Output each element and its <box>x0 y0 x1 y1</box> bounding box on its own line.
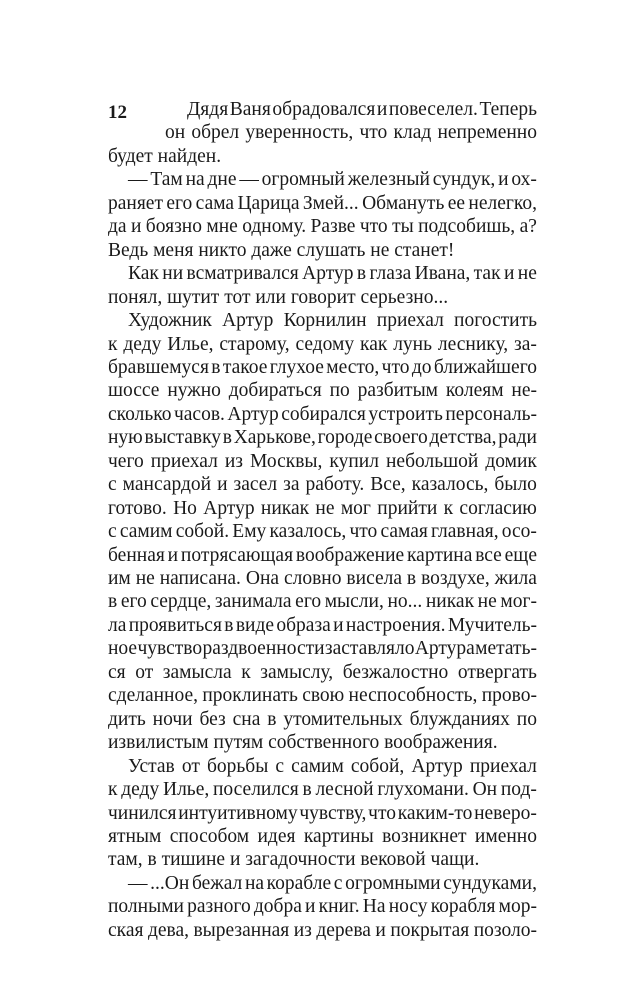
text-line: Дядя Ваня обрадовался и повеселел. Теперь <box>187 99 537 120</box>
text-line: — Там на дне — огромный железный сундук, и ох- <box>128 169 537 191</box>
text-line: полными разного добра и книг. На носу корабля мор- <box>108 896 537 918</box>
text-line: ную выставку в Харькове, городе своего детства, ради <box>108 427 537 449</box>
text-line: шоссе нужно добираться по разбитым колеям не- <box>108 380 537 402</box>
page-number: 12 <box>108 102 127 123</box>
text-line: ное чувство раздвоенности заставляло Артура метать- <box>108 638 537 660</box>
text-line: чинился интуитивному чувству, что каким-то неверо- <box>108 802 537 824</box>
text-line: сколько часов. Артур собирался устроить персональ- <box>108 403 537 425</box>
text-line: Художник Артур Корнилин приехал погостить <box>128 310 537 332</box>
text-line: в его сердце, занимала его мысли, но... никак не мог- <box>108 591 537 613</box>
text-line: к деду Илье, поселился в лесной глухомани. Он под- <box>108 779 537 801</box>
text-line: он обрел уверенность, что клад непременно <box>165 122 537 144</box>
text-line: ла проявиться в виде образа и настроения. Мучитель- <box>108 614 537 636</box>
text-line: ся от замысла к замыслу, безжалостно отвергать <box>108 661 537 683</box>
text-line: к деду Илье, старому, седому как лунь леснику, за- <box>108 333 537 355</box>
text-line: Устав от борьбы с самим собой, Артур приехал <box>128 755 537 777</box>
text-line: бравшемуся в такое глухое место, что до ближайшего <box>108 356 537 378</box>
text-line: извилистым путям собственного воображения. <box>108 732 498 754</box>
text-line: Как ни всматривался Артур в глаза Ивана, так и не <box>128 263 537 285</box>
text-line: с мансардой и засел за работу. Все, казалось, было <box>108 474 537 496</box>
text-line: там, в тишине и загадочности вековой чащи. <box>108 849 480 871</box>
text-line: раняет его сама Царица Змей... Обмануть ее нелегко, <box>108 192 537 214</box>
text-line: Ведь меня никто даже слушать не станет! <box>108 239 455 261</box>
text-line: с самим собой. Ему казалось, что самая главная, осо- <box>108 521 537 543</box>
text-line: будет найден. <box>108 145 222 167</box>
text-line: дить ночи без сна в утомительных блужданиях по <box>108 708 537 730</box>
text-line: им не написана. Она словно висела в воздухе, жила <box>108 568 537 589</box>
text-line: готово. Но Артур никак не мог прийти к согласию <box>108 497 537 519</box>
text-line: ская дева, вырезанная из дерева и покрытая позоло- <box>108 919 537 941</box>
text-line: чего приехал из Москвы, купил небольшой домик <box>108 450 537 472</box>
text-line: понял, шутит тот или говорит серьезно... <box>108 286 449 308</box>
text-line: да и боязно мне одному. Разве что ты подсобишь, а? <box>108 216 537 238</box>
text-line: бенная и потрясающая воображение картина все еще <box>108 544 537 566</box>
text-line: сделанное, проклинать свою неспособность, прово- <box>108 685 537 707</box>
text-line: ятным способом идея картины возникнет именно <box>108 825 537 847</box>
text-line: — ...Он бежал на корабле с огромными сундуками, <box>128 872 537 894</box>
